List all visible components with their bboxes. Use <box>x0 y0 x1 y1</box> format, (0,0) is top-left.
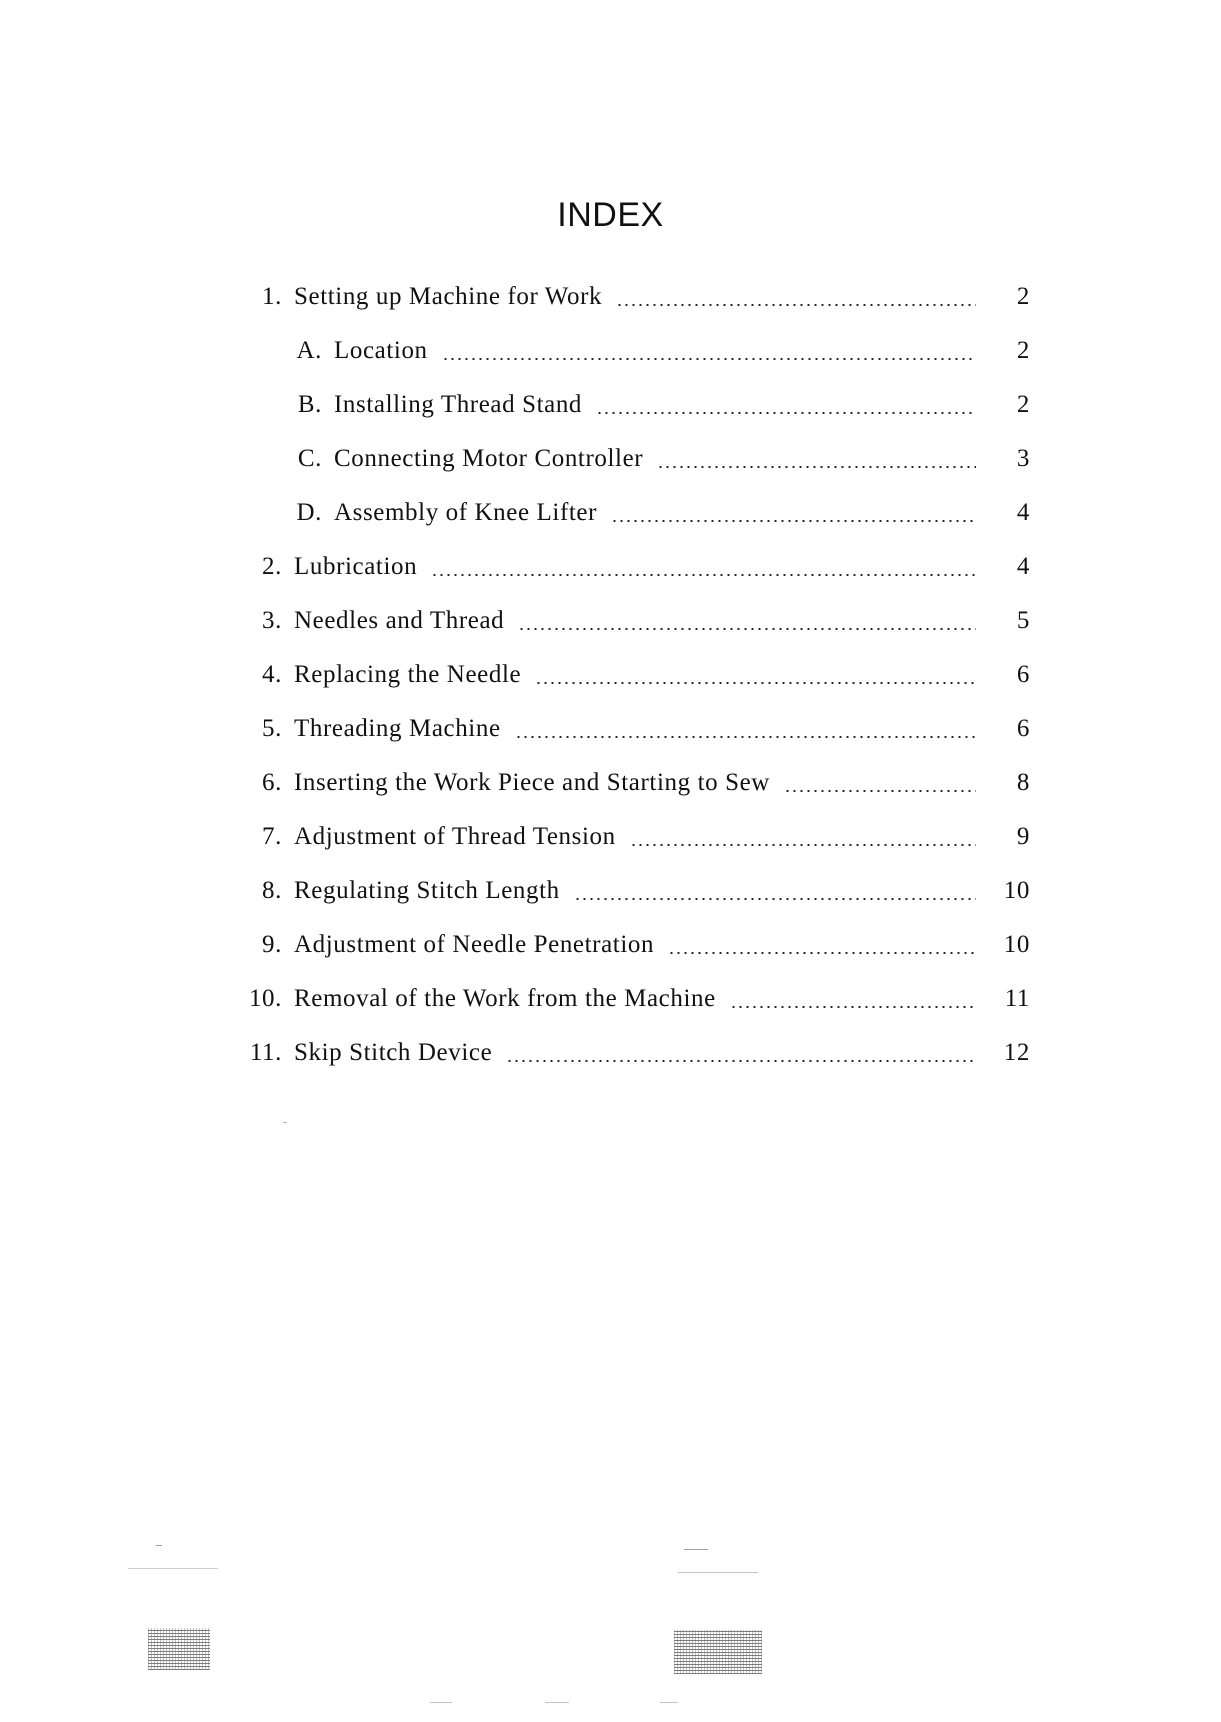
toc-entry-1d <box>230 486 1030 540</box>
scan-artifact <box>660 1702 678 1703</box>
entry-page: 3 <box>1016 445 1030 472</box>
entry-page: 10 <box>1003 931 1030 958</box>
scan-smudge <box>674 1630 762 1674</box>
toc-entry-9 <box>230 918 1030 972</box>
dot-leader <box>668 952 976 954</box>
entry-page: 10 <box>1003 877 1030 904</box>
entry-label: Inserting the Work Piece and Starting to Sew <box>294 769 770 796</box>
dot-leader <box>730 1006 976 1008</box>
toc-entry-2 <box>230 540 1030 594</box>
dot-leader <box>431 574 976 576</box>
toc-entry-5 <box>230 702 1030 756</box>
entry-number: A. <box>296 337 322 364</box>
entry-number: 6. <box>262 769 282 796</box>
toc-entry-1b <box>230 378 1030 432</box>
entry-page: 4 <box>1016 553 1030 580</box>
dot-leader <box>784 790 976 792</box>
entry-label: Replacing the Needle <box>294 661 522 688</box>
entry-page: 8 <box>1016 769 1030 796</box>
entry-number: 2. <box>262 553 282 580</box>
entry-label: Location <box>334 337 428 364</box>
toc-entry-6 <box>230 756 1030 810</box>
entry-number: 9. <box>262 931 282 958</box>
entry-number: D. <box>296 499 322 526</box>
entry-page: 11 <box>1004 985 1030 1012</box>
scan-artifact <box>430 1702 452 1703</box>
scan-artifact <box>545 1702 569 1703</box>
entry-label: Assembly of Knee Lifter <box>334 499 598 526</box>
entry-number: 7. <box>262 823 282 850</box>
entry-page: 2 <box>1016 337 1030 364</box>
toc-entry-1 <box>230 270 1030 324</box>
scan-artifact <box>128 1568 218 1569</box>
toc-entry-10 <box>230 972 1030 1026</box>
scan-artifact <box>678 1572 758 1573</box>
dot-leader <box>518 628 976 630</box>
toc-entry-3 <box>230 594 1030 648</box>
entry-page: 4 <box>1016 499 1030 526</box>
entry-number: 5. <box>262 715 282 742</box>
dot-leader <box>611 520 976 522</box>
dot-leader <box>630 844 976 846</box>
toc-entry-11 <box>230 1026 1030 1080</box>
dot-leader <box>506 1060 976 1062</box>
toc-entry-1c <box>230 432 1030 486</box>
entry-page: 6 <box>1016 661 1030 688</box>
dot-leader <box>515 736 976 738</box>
entry-number: 3. <box>262 607 282 634</box>
dot-leader <box>596 412 976 414</box>
entry-label: Adjustment of Thread Tension <box>294 823 616 850</box>
entry-label: Skip Stitch Device <box>294 1039 493 1066</box>
entry-label: Connecting Motor Controller <box>334 445 644 472</box>
dot-leader <box>574 898 976 900</box>
scan-smudge <box>148 1628 210 1670</box>
entry-label: Threading Machine <box>294 715 501 742</box>
table-of-contents <box>230 270 1030 1080</box>
entry-page: 5 <box>1016 607 1030 634</box>
toc-entry-7 <box>230 810 1030 864</box>
page-title: INDEX <box>557 196 664 234</box>
entry-number: 8. <box>262 877 282 904</box>
entry-label: Installing Thread Stand <box>334 391 583 418</box>
dot-leader <box>535 682 976 684</box>
entry-page: 2 <box>1016 283 1030 310</box>
scan-artifact <box>156 1545 162 1546</box>
entry-number: 11. <box>249 1039 282 1066</box>
entry-number: 10. <box>248 985 282 1012</box>
entry-number: 4. <box>262 661 282 688</box>
scan-artifact <box>684 1549 708 1550</box>
entry-number: C. <box>297 445 322 472</box>
toc-entry-1a <box>230 324 1030 378</box>
dot-leader <box>657 466 976 468</box>
scan-artifact <box>283 1122 287 1123</box>
entry-page: 6 <box>1016 715 1030 742</box>
entry-page: 2 <box>1016 391 1030 418</box>
entry-page: 9 <box>1016 823 1030 850</box>
entry-label: Lubrication <box>294 553 418 580</box>
entry-label: Adjustment of Needle Penetration <box>294 931 655 958</box>
toc-entry-8 <box>230 864 1030 918</box>
entry-page: 12 <box>1003 1039 1030 1066</box>
entry-label: Regulating Stitch Length <box>294 877 560 904</box>
dot-leader <box>616 304 976 306</box>
entry-label: Setting up Machine for Work <box>294 283 603 310</box>
toc-entry-4 <box>230 648 1030 702</box>
dot-leader <box>442 358 976 360</box>
entry-label: Needles and Thread <box>294 607 505 634</box>
entry-label: Removal of the Work from the Machine <box>294 985 716 1012</box>
entry-number: B. <box>297 391 322 418</box>
entry-number: 1. <box>262 283 282 310</box>
